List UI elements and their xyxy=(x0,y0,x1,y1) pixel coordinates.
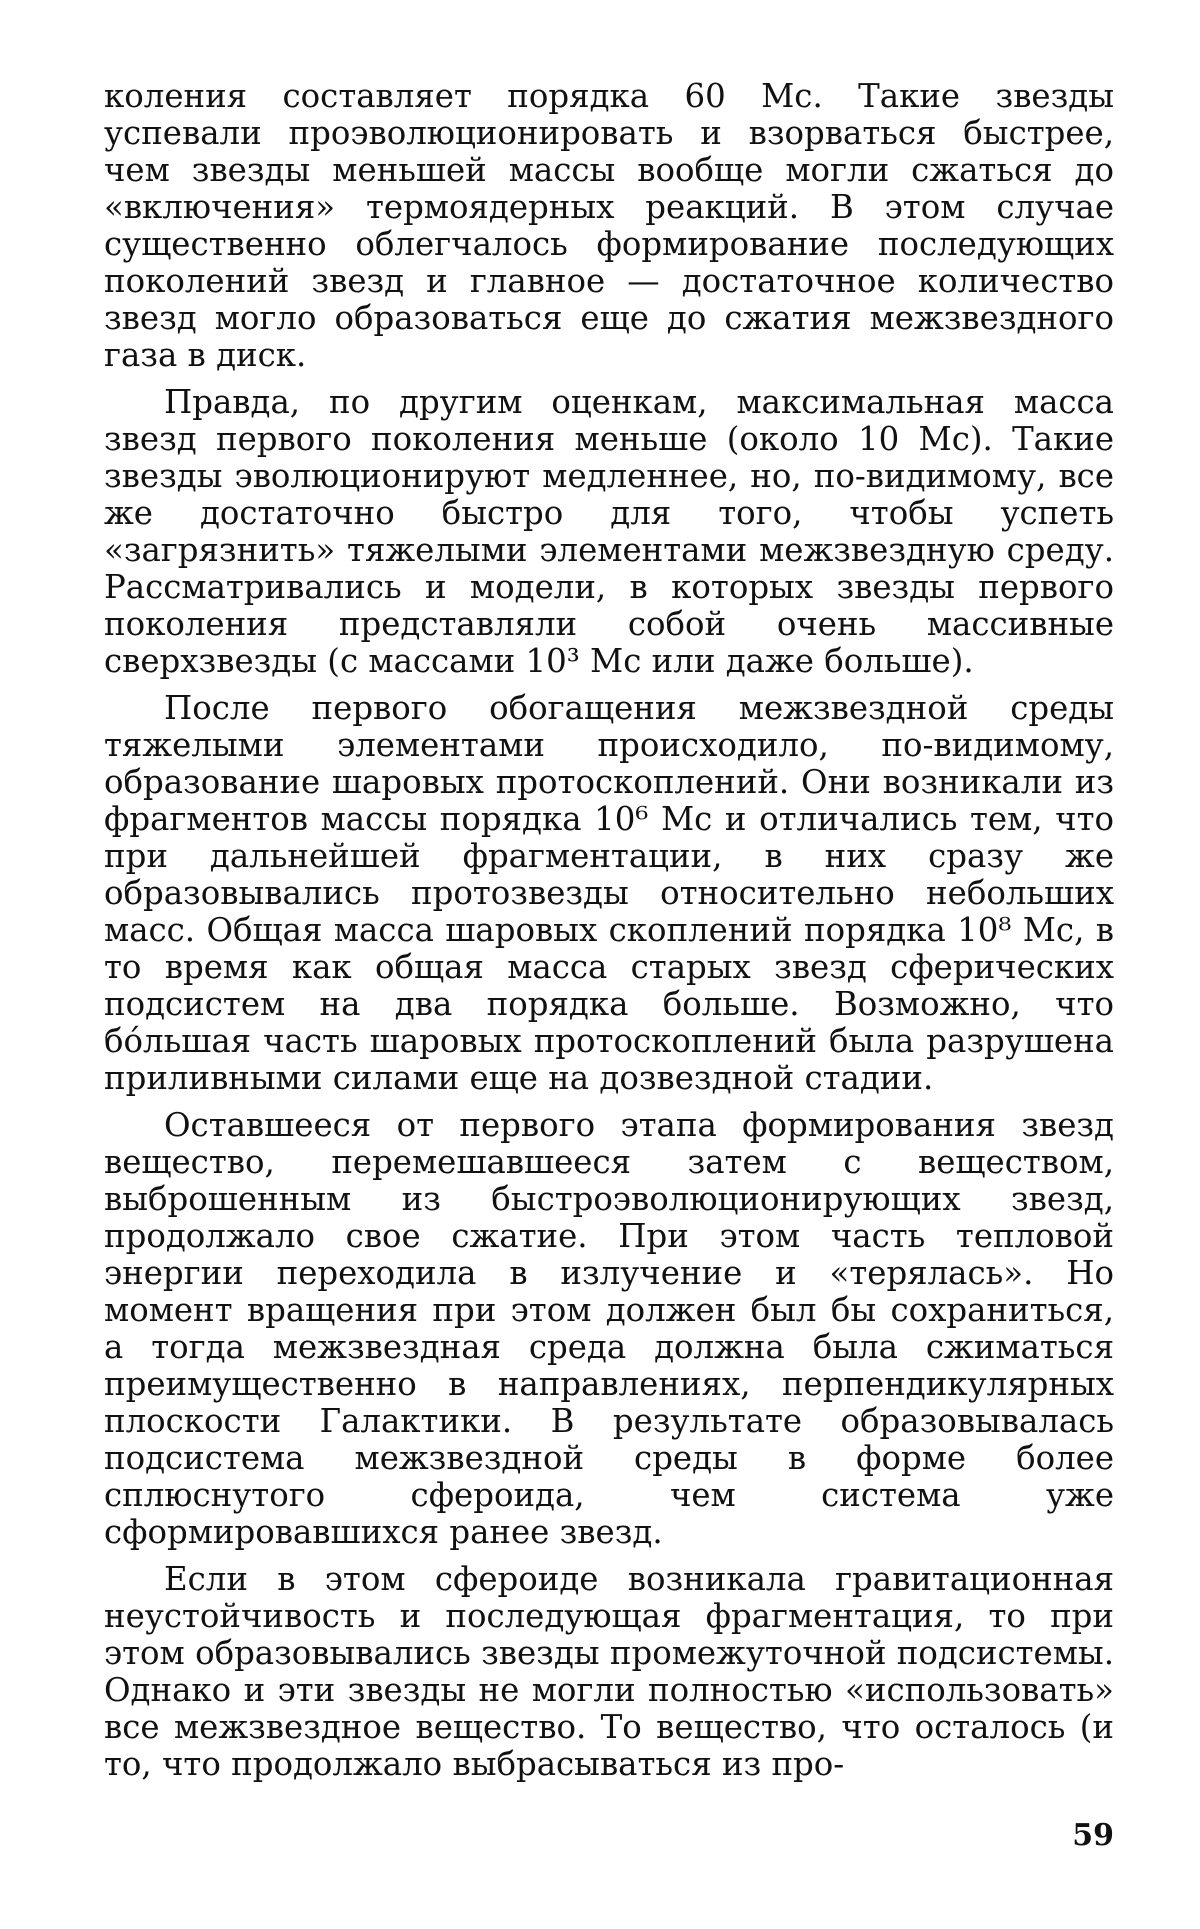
paragraph-1: коления составляет порядка 60 Mc. Такие звезды успевали проэволюционировать и взорваться быстрее, чем звезды меньшей массы вообще могли сжаться до «включения» термоядерных реакций. В этом случае существенно облегчалось формирование последующих поколений звезд и главное — достаточное количество звезд могло образоваться еще до сжатия межзвездного газа в диск. xyxy=(104,77,1114,374)
paragraph-2: Правда, по другим оценкам, максимальная масса звезд первого поколения меньше (около 10 Mc). Такие звезды эволюционируют медленнее, но, по-видимому, все же достаточно быстро для того, чтобы успеть «загрязнить» тяжелыми элементами межзвездную среду. Рассматривались и модели, в которых звезды первого поколения представляли собой очень массивные сверхзвезды (с массами 10³ Mc или даже больше). xyxy=(104,383,1114,680)
paragraph-3: После первого обогащения межзвездной среды тяжелыми элементами происходило, по-видимому, образование шаровых протоскоплений. Они возникали из фрагментов массы порядка 10⁶ Mc и отличались тем, что при дальнейшей фрагментации, в них сразу же образовывались протозвезды относительно небольших масс. Общая масса шаровых скоплений порядка 10⁸ Mc, в то время как общая масса старых звезд сферических подсистем на два порядка больше. Возможно, что бóльшая часть шаровых протоскоплений была разрушена приливными силами еще на дозвездной стадии. xyxy=(104,689,1114,1097)
page-body xyxy=(104,78,1114,1783)
paragraph-4: Оставшееся от первого этапа формирования звезд вещество, перемешавшееся затем с веществом, выброшенным из быстроэволюционирующих звезд, продолжало свое сжатие. При этом часть тепловой энергии переходила в излучение и «терялась». Но момент вращения при этом должен был бы сохраниться, а тогда межзвездная среда должна была сжиматься преимущественно в направлениях, перпендикулярных плоскости Галактики. В результате образовывалась подсистема межзвездной среды в форме более сплюснутого сфероида, чем система уже сформировавшихся ранее звезд. xyxy=(104,1106,1114,1551)
paragraph-5: Если в этом сфероиде возникала гравитационная неустойчивость и последующая фрагментация, то при этом образовывались звезды промежуточной подсистемы. Однако и эти звезды не могли полностью «использовать» все межзвездное вещество. То вещество, что осталось (и то, что продолжало выбрасываться из про- xyxy=(104,1560,1114,1783)
page-number: 59 xyxy=(1072,1818,1114,1853)
